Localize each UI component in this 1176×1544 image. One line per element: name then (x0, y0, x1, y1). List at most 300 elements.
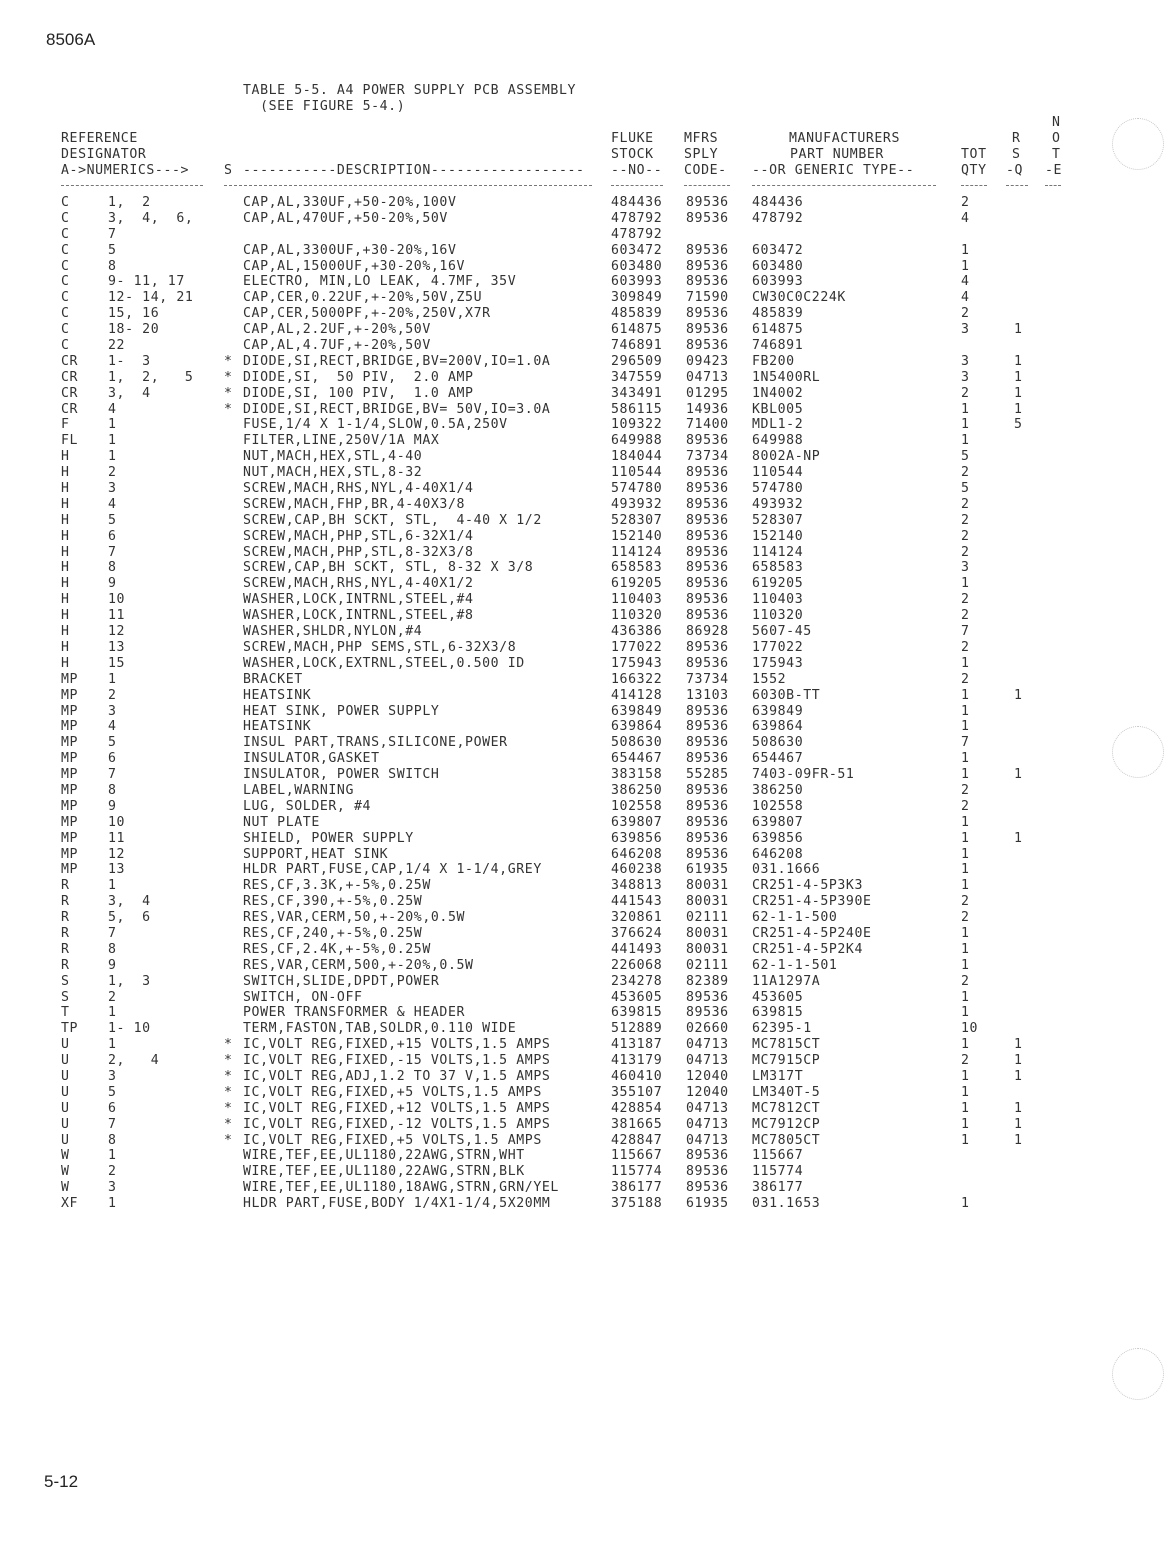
total-quantity: 1 (961, 1132, 970, 1148)
fluke-stock-number: 614875 (611, 322, 663, 338)
total-quantity: 2 (961, 544, 970, 560)
fluke-stock-number: 508630 (611, 735, 663, 751)
description: IC,VOLT REG,FIXED,+15 VOLTS,1.5 AMPS (243, 1037, 551, 1053)
table-row (0, 227, 1176, 243)
manufacturer-part-number: 110403 (752, 592, 804, 608)
description: NUT PLATE (243, 814, 320, 830)
header-underline-ref (61, 185, 203, 186)
rsq-value: 1 (1014, 1100, 1023, 1116)
punch-hole-bottom (1112, 1348, 1164, 1400)
mfrs-supply-code: 89536 (686, 751, 729, 767)
ref-designator: H (61, 608, 70, 624)
fluke-stock-number: 375188 (611, 1196, 663, 1212)
ref-designator: C (61, 306, 70, 322)
fluke-stock-number: 184044 (611, 449, 663, 465)
ref-numerics: 7 (108, 544, 117, 560)
description: IC,VOLT REG,FIXED,+12 VOLTS,1.5 AMPS (243, 1100, 551, 1116)
ref-numerics: 22 (108, 338, 126, 354)
ref-numerics: 5 (108, 735, 117, 751)
ref-designator: MP (61, 751, 79, 767)
table-row (0, 243, 1176, 259)
recommended-spare-flag: * (224, 1053, 233, 1069)
punch-hole-top (1112, 118, 1164, 170)
total-quantity: 2 (961, 306, 970, 322)
header-rsq-line2: S (1012, 147, 1021, 162)
description: RES,CF,240,+-5%,0.25W (243, 925, 423, 941)
ref-designator: S (61, 973, 70, 989)
ref-designator: MP (61, 735, 79, 751)
mfrs-supply-code: 89536 (686, 655, 729, 671)
ref-designator: F (61, 417, 70, 433)
rsq-value: 1 (1014, 1053, 1023, 1069)
mfrs-supply-code: 04713 (686, 1132, 729, 1148)
table-row (0, 767, 1176, 783)
total-quantity: 10 (961, 1021, 979, 1037)
total-quantity: 2 (961, 195, 970, 210)
ref-designator: W (61, 1164, 70, 1180)
table-row (0, 449, 1176, 465)
fluke-stock-number: 152140 (611, 528, 663, 544)
ref-numerics: 7 (108, 925, 117, 941)
fluke-stock-number: 355107 (611, 1084, 663, 1100)
description: SCREW,MACH,PHP,STL,6-32X1/4 (243, 528, 474, 544)
ref-designator: C (61, 258, 70, 274)
mfrs-supply-code: 80031 (686, 878, 729, 894)
ref-numerics: 3 (108, 1180, 117, 1196)
ref-designator: C (61, 338, 70, 354)
header-mpn-line1: MANUFACTURERS (789, 131, 901, 146)
total-quantity: 1 (961, 655, 970, 671)
header-ref-line3: A->NUMERICS---> (61, 163, 190, 178)
fluke-stock-number: 414128 (611, 687, 663, 703)
description: SCREW,MACH,RHS,NYL,4-40X1/4 (243, 481, 474, 497)
ref-numerics: 12 (108, 846, 126, 862)
fluke-stock-number: 109322 (611, 417, 663, 433)
description: INSULATOR,GASKET (243, 751, 380, 767)
mfrs-supply-code: 89536 (686, 496, 729, 512)
page-number: 5-12 (44, 1472, 79, 1491)
ref-designator: H (61, 496, 70, 512)
description: SHIELD, POWER SUPPLY (243, 830, 414, 846)
ref-designator: CR (61, 385, 79, 401)
description: ELECTRO, MIN,LO LEAK, 4.7MF, 35V (243, 274, 517, 290)
table-row (0, 1133, 1176, 1149)
ref-numerics: 13 (108, 639, 126, 655)
description: INSUL PART,TRANS,SILICONE,POWER (243, 735, 508, 751)
ref-designator: C (61, 242, 70, 258)
ref-designator: MP (61, 814, 79, 830)
description: WASHER,LOCK,INTRNL,STEEL,#8 (243, 608, 474, 624)
manufacturer-part-number: 1N5400RL (752, 369, 821, 385)
ref-designator: H (61, 481, 70, 497)
header-qty-line1: TOT (961, 147, 987, 162)
mfrs-supply-code: 89536 (686, 544, 729, 560)
ref-numerics: 2 (108, 989, 117, 1005)
ref-numerics: 5 (108, 242, 117, 258)
ref-designator: CR (61, 401, 79, 417)
fluke-stock-number: 175943 (611, 655, 663, 671)
table-row (0, 529, 1176, 545)
mfrs-supply-code: 89536 (686, 989, 729, 1005)
fluke-stock-number: 460238 (611, 862, 663, 878)
total-quantity: 3 (961, 322, 970, 338)
ref-numerics: 15, 16 (108, 306, 160, 322)
mfrs-supply-code: 04713 (686, 1100, 729, 1116)
fluke-stock-number: 453605 (611, 989, 663, 1005)
ref-designator: MP (61, 719, 79, 735)
mfrs-supply-code: 02660 (686, 1021, 729, 1037)
description: NUT,MACH,HEX,STL,4-40 (243, 449, 423, 465)
total-quantity: 1 (961, 433, 970, 449)
table-row (0, 735, 1176, 751)
manufacturer-part-number: 639856 (752, 830, 804, 846)
description: CAP,AL,3300UF,+30-20%,16V (243, 242, 457, 258)
table-row (0, 211, 1176, 227)
table-row (0, 433, 1176, 449)
manufacturer-part-number: 177022 (752, 639, 804, 655)
table-row (0, 1180, 1176, 1196)
punch-hole-middle (1112, 726, 1164, 778)
total-quantity: 2 (961, 1053, 970, 1069)
manufacturer-part-number: MC7815CT (752, 1037, 821, 1053)
fluke-stock-number: 115667 (611, 1148, 663, 1164)
description: SCREW,MACH,PHP SEMS,STL,6-32X3/8 (243, 639, 517, 655)
manufacturer-part-number: CW30C0C224K (752, 290, 846, 306)
rsq-value: 1 (1014, 322, 1023, 338)
ref-numerics: 4 (108, 496, 117, 512)
table-row (0, 704, 1176, 720)
fluke-stock-number: 110544 (611, 465, 663, 481)
table-row (0, 608, 1176, 624)
ref-numerics: 1 (108, 1148, 117, 1164)
table-row (0, 831, 1176, 847)
table-row (0, 688, 1176, 704)
table-title-line1: TABLE 5-5. A4 POWER SUPPLY PCB ASSEMBLY (243, 83, 577, 98)
fluke-stock-number: 603480 (611, 258, 663, 274)
ref-designator: CR (61, 369, 79, 385)
description: WASHER,LOCK,INTRNL,STEEL,#4 (243, 592, 474, 608)
manufacturer-part-number: CR251-4-5P3K3 (752, 878, 864, 894)
rsq-value: 1 (1014, 687, 1023, 703)
description: DIODE,SI,RECT,BRIDGE,BV=200V,IO=1.0A (243, 353, 551, 369)
description: CAP,AL,4.7UF,+-20%,50V (243, 338, 431, 354)
table-row (0, 386, 1176, 402)
ref-numerics: 1, 3 (108, 973, 151, 989)
manufacturer-part-number: 386250 (752, 782, 804, 798)
table-row (0, 1069, 1176, 1085)
table-row (0, 783, 1176, 799)
ref-designator: C (61, 226, 70, 242)
table-row (0, 719, 1176, 735)
ref-numerics: 3 (108, 481, 117, 497)
header-stock-line2: STOCK (611, 147, 654, 162)
fluke-stock-number: 234278 (611, 973, 663, 989)
header-stock-line1: FLUKE (611, 131, 654, 146)
ref-designator: H (61, 544, 70, 560)
ref-numerics: 9 (108, 798, 117, 814)
ref-numerics: 11 (108, 608, 126, 624)
description: WASHER,SHLDR,NYLON,#4 (243, 624, 423, 640)
table-row (0, 656, 1176, 672)
description: HEATSINK (243, 687, 312, 703)
description: DIODE,SI,RECT,BRIDGE,BV= 50V,IO=3.0A (243, 401, 551, 417)
fluke-stock-number: 320861 (611, 910, 663, 926)
manufacturer-part-number: 639849 (752, 703, 804, 719)
description: HEAT SINK, POWER SUPPLY (243, 703, 440, 719)
manufacturer-part-number: 031.1666 (752, 862, 821, 878)
ref-numerics: 9 (108, 576, 117, 592)
mfrs-supply-code: 89536 (686, 1164, 729, 1180)
fluke-stock-number: 639864 (611, 719, 663, 735)
description: WIRE,TEF,EE,UL1180,22AWG,STRN,BLK (243, 1164, 525, 1180)
ref-numerics: 8 (108, 560, 117, 576)
ref-designator: H (61, 639, 70, 655)
ref-designator: MP (61, 687, 79, 703)
table-row (0, 1085, 1176, 1101)
manufacturer-part-number: KBL005 (752, 401, 804, 417)
ref-designator: R (61, 910, 70, 926)
description: RES,CF,2.4K,+-5%,0.25W (243, 941, 431, 957)
ref-numerics: 12 (108, 624, 126, 640)
mfrs-supply-code: 89536 (686, 814, 729, 830)
rsq-value: 1 (1014, 1116, 1023, 1132)
fluke-stock-number: 646208 (611, 846, 663, 862)
table-row (0, 990, 1176, 1006)
manufacturer-part-number: FB200 (752, 353, 795, 369)
rsq-value: 1 (1014, 830, 1023, 846)
manufacturer-part-number: 62395-1 (752, 1021, 812, 1037)
total-quantity: 1 (961, 401, 970, 417)
manufacturer-part-number: 619205 (752, 576, 804, 592)
total-quantity: 2 (961, 465, 970, 481)
ref-designator: MP (61, 767, 79, 783)
ref-designator: U (61, 1116, 70, 1132)
manufacturer-part-number: 6030B-TT (752, 687, 821, 703)
manufacturer-part-number: 453605 (752, 989, 804, 1005)
mfrs-supply-code: 04713 (686, 1053, 729, 1069)
manufacturer-part-number: 152140 (752, 528, 804, 544)
fluke-stock-number: 309849 (611, 290, 663, 306)
manufacturer-part-number: 110320 (752, 608, 804, 624)
table-row (0, 1196, 1176, 1212)
mfrs-supply-code: 89536 (686, 465, 729, 481)
fluke-stock-number: 639856 (611, 830, 663, 846)
ref-designator: R (61, 941, 70, 957)
recommended-spare-flag: * (224, 1068, 233, 1084)
mfrs-supply-code: 02111 (686, 957, 729, 973)
manufacturer-part-number: 11A1297A (752, 973, 821, 989)
manufacturer-part-number: 603480 (752, 258, 804, 274)
ref-designator: H (61, 655, 70, 671)
mfrs-supply-code: 89536 (686, 1148, 729, 1164)
manufacturer-part-number: 614875 (752, 322, 804, 338)
total-quantity: 1 (961, 878, 970, 894)
manufacturer-part-number: MC7805CT (752, 1132, 821, 1148)
fluke-stock-number: 436386 (611, 624, 663, 640)
description: CAP,AL,330UF,+50-20%,100V (243, 195, 457, 210)
mfrs-supply-code: 09423 (686, 353, 729, 369)
manufacturer-part-number: 5607-45 (752, 624, 812, 640)
total-quantity: 1 (961, 1100, 970, 1116)
ref-designator: MP (61, 671, 79, 687)
header-rsq-line1: R (1012, 131, 1021, 146)
rsq-value: 5 (1014, 417, 1023, 433)
ref-designator: H (61, 624, 70, 640)
fluke-stock-number: 485839 (611, 306, 663, 322)
header-note-n: N (1052, 115, 1061, 130)
manufacturer-part-number: 493932 (752, 496, 804, 512)
mfrs-supply-code: 89536 (686, 306, 729, 322)
manufacturer-part-number: MC7812CT (752, 1100, 821, 1116)
fluke-stock-number: 512889 (611, 1021, 663, 1037)
table-row (0, 926, 1176, 942)
total-quantity: 1 (961, 1005, 970, 1021)
mfrs-supply-code: 89536 (686, 1005, 729, 1021)
table-row (0, 306, 1176, 322)
total-quantity: 2 (961, 910, 970, 926)
ref-designator: U (61, 1068, 70, 1084)
fluke-stock-number: 603993 (611, 274, 663, 290)
mfrs-supply-code: 89536 (686, 576, 729, 592)
mfrs-supply-code: 89536 (686, 735, 729, 751)
total-quantity: 1 (961, 846, 970, 862)
total-quantity: 1 (961, 814, 970, 830)
ref-designator: C (61, 210, 70, 226)
manufacturer-part-number: 102558 (752, 798, 804, 814)
manufacturer-part-number: 386177 (752, 1180, 804, 1196)
mfrs-supply-code: 89536 (686, 338, 729, 354)
description: LABEL,WARNING (243, 782, 355, 798)
ref-designator: R (61, 878, 70, 894)
mfrs-supply-code: 89536 (686, 782, 729, 798)
mfrs-supply-code: 12040 (686, 1084, 729, 1100)
ref-designator: XF (61, 1196, 79, 1212)
ref-designator: C (61, 322, 70, 338)
ref-designator: MP (61, 846, 79, 862)
description: IC,VOLT REG,FIXED,+5 VOLTS,1.5 AMPS (243, 1084, 542, 1100)
fluke-stock-number: 110403 (611, 592, 663, 608)
manufacturer-part-number: 115774 (752, 1164, 804, 1180)
fluke-stock-number: 528307 (611, 512, 663, 528)
mfrs-supply-code: 14936 (686, 401, 729, 417)
manufacturer-part-number: 8002A-NP (752, 449, 821, 465)
description: CAP,AL,2.2UF,+-20%,50V (243, 322, 431, 338)
description: SCREW,MACH,PHP,STL,8-32X3/8 (243, 544, 474, 560)
ref-numerics: 3, 4 (108, 385, 151, 401)
table-row (0, 354, 1176, 370)
table-row (0, 894, 1176, 910)
fluke-stock-number: 386177 (611, 1180, 663, 1196)
table-row (0, 1164, 1176, 1180)
description: CAP,CER,0.22UF,+-20%,50V,Z5U (243, 290, 483, 306)
ref-numerics: 5 (108, 512, 117, 528)
description: SWITCH,SLIDE,DPDT,POWER (243, 973, 440, 989)
ref-designator: R (61, 925, 70, 941)
ref-numerics: 9- 11, 17 (108, 274, 185, 290)
fluke-stock-number: 603472 (611, 242, 663, 258)
fluke-stock-number: 639815 (611, 1005, 663, 1021)
fluke-stock-number: 654467 (611, 751, 663, 767)
description: WASHER,LOCK,EXTRNL,STEEL,0.500 ID (243, 655, 525, 671)
table-row (0, 1117, 1176, 1133)
mfrs-supply-code: 89536 (686, 1180, 729, 1196)
header-mfrs-line3: CODE- (684, 163, 727, 178)
mfrs-supply-code: 80031 (686, 925, 729, 941)
ref-numerics: 7 (108, 767, 117, 783)
manufacturer-part-number: CR251-4-5P240E (752, 925, 872, 941)
header-note-o: O (1052, 131, 1061, 146)
manufacturer-part-number: 62-1-1-501 (752, 957, 838, 973)
recommended-spare-flag: * (224, 385, 233, 401)
table-row (0, 1037, 1176, 1053)
ref-numerics: 7 (108, 1116, 117, 1132)
manufacturer-part-number: MC7915CP (752, 1053, 821, 1069)
mfrs-supply-code: 61935 (686, 862, 729, 878)
table-row (0, 290, 1176, 306)
ref-numerics: 7 (108, 226, 117, 242)
recommended-spare-flag: * (224, 353, 233, 369)
manufacturer-part-number: 485839 (752, 306, 804, 322)
header-mfrs-code (684, 131, 727, 179)
ref-numerics: 5, 6 (108, 910, 151, 926)
mfrs-supply-code: 89536 (686, 433, 729, 449)
fluke-stock-number: 441493 (611, 941, 663, 957)
rsq-value: 1 (1014, 1068, 1023, 1084)
ref-designator: R (61, 894, 70, 910)
table-row (0, 417, 1176, 433)
mfrs-supply-code: 89536 (686, 481, 729, 497)
table-row (0, 259, 1176, 275)
table-row (0, 576, 1176, 592)
mfrs-supply-code: 04713 (686, 1037, 729, 1053)
description: TERM,FASTON,TAB,SOLDR,0.110 WIDE (243, 1021, 517, 1037)
header-underline-mpn (752, 185, 936, 186)
description: SWITCH, ON-OFF (243, 989, 363, 1005)
rsq-value: 1 (1014, 369, 1023, 385)
description: SUPPORT,HEAT SINK (243, 846, 389, 862)
total-quantity: 4 (961, 210, 970, 226)
mfrs-supply-code: 89536 (686, 195, 729, 210)
ref-numerics: 1, 2, 5 (108, 369, 194, 385)
table-row (0, 672, 1176, 688)
recommended-spare-flag: * (224, 1084, 233, 1100)
ref-numerics: 2, 4 (108, 1053, 160, 1069)
total-quantity: 1 (961, 767, 970, 783)
ref-numerics: 6 (108, 751, 117, 767)
ref-designator: H (61, 528, 70, 544)
mfrs-supply-code: 12040 (686, 1068, 729, 1084)
manufacturer-part-number: 574780 (752, 481, 804, 497)
ref-numerics: 3, 4 (108, 894, 151, 910)
mfrs-supply-code: 01295 (686, 385, 729, 401)
total-quantity: 3 (961, 353, 970, 369)
header-qty-line2: QTY (961, 163, 987, 178)
fluke-stock-number: 226068 (611, 957, 663, 973)
table-row (0, 497, 1176, 513)
mfrs-supply-code: 55285 (686, 767, 729, 783)
mfrs-supply-code: 80031 (686, 894, 729, 910)
fluke-stock-number: 166322 (611, 671, 663, 687)
description: CAP,CER,5000PF,+-20%,250V,X7R (243, 306, 491, 322)
parts-table-body (0, 195, 1176, 1212)
total-quantity: 5 (961, 481, 970, 497)
table-row (0, 862, 1176, 878)
table-row (0, 322, 1176, 338)
header-note-t: T (1052, 147, 1061, 162)
table-row (0, 942, 1176, 958)
header-ref-line1: REFERENCE (61, 131, 138, 146)
total-quantity: 3 (961, 369, 970, 385)
